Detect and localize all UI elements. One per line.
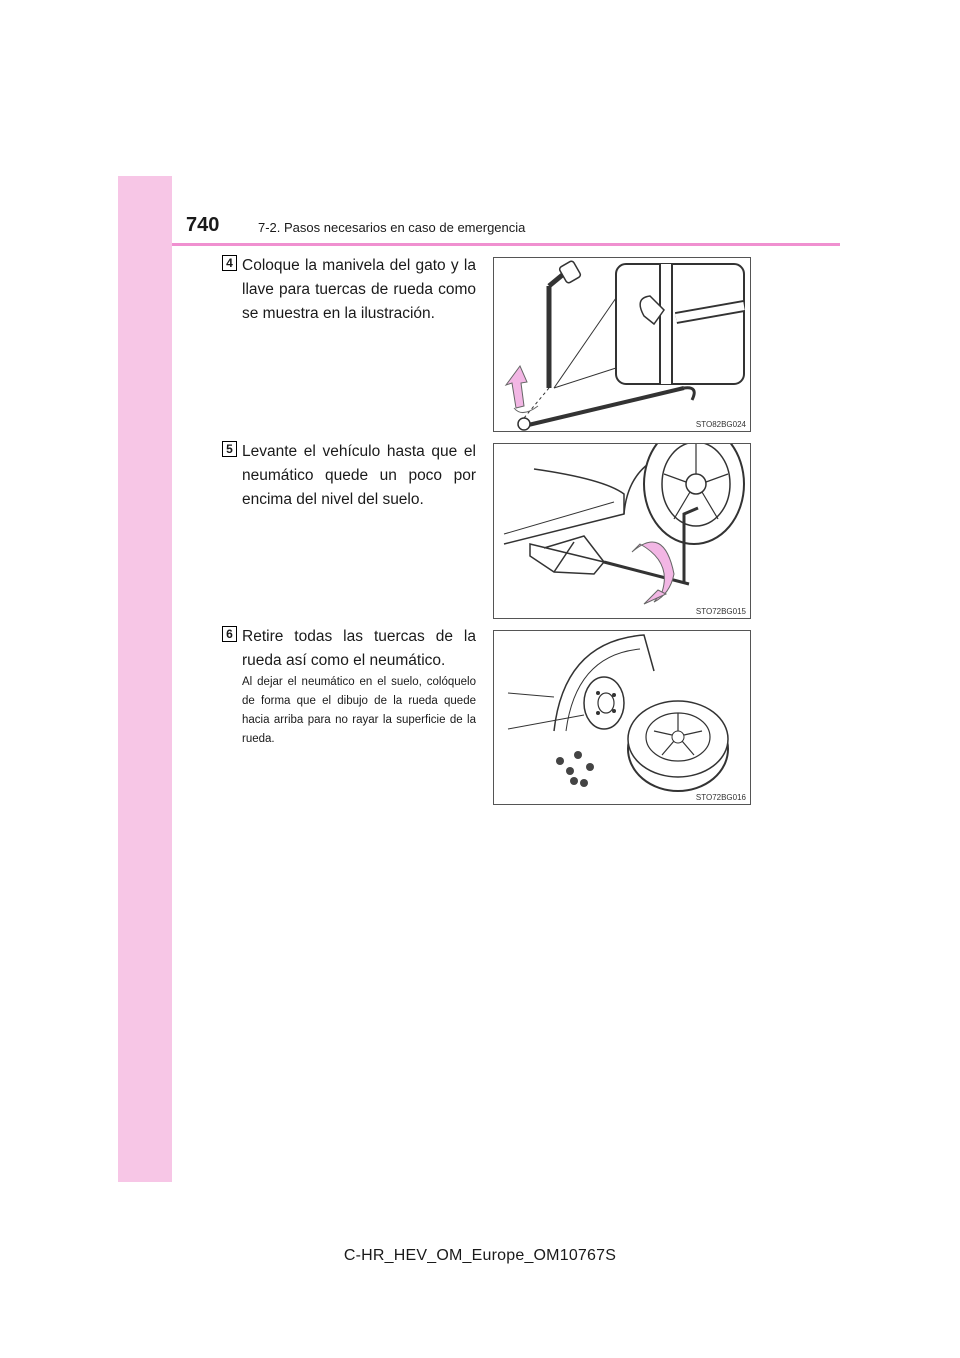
jack-handle-illustration — [494, 258, 750, 431]
header-rule — [172, 243, 840, 246]
figure-code: STO82BG024 — [695, 420, 746, 429]
figure-code: STO72BG015 — [695, 607, 746, 616]
step-6-note: Al dejar el neumático en el suelo, colóquelo de forma que el dibujo de la rueda quede hacia arriba para no rayar la superficie de la rueda. — [242, 676, 476, 745]
step-5-marker: 5 — [222, 441, 237, 457]
step-5-text: Levante el vehículo hasta que el neumático quede un poco por encima del nivel del suelo. — [242, 443, 476, 508]
figure-jack-handle-assembly — [493, 257, 751, 432]
figure-raising-vehicle — [493, 443, 751, 619]
page-number: 740 — [186, 214, 220, 236]
step-6-text: Retire todas las tuercas de la rueda así como el neumático. — [242, 628, 476, 669]
wheel-removal-illustration — [494, 631, 750, 804]
figure-wheel-removal — [493, 630, 751, 805]
section-title: 7-2. Pasos necesarios en caso de emergencia — [258, 220, 526, 235]
step-6-marker: 6 — [222, 626, 237, 642]
document-code: C-HR_HEV_OM_Europe_OM10767S — [343, 1247, 617, 1264]
figure-code: STO72BG016 — [695, 793, 746, 802]
raising-vehicle-illustration — [494, 444, 750, 618]
step-4-marker: 4 — [222, 255, 237, 271]
side-band — [118, 176, 172, 1182]
step-4-text: Coloque la manivela del gato y la llave para tuercas de rueda como se muestra en la ilustración. — [242, 257, 476, 322]
